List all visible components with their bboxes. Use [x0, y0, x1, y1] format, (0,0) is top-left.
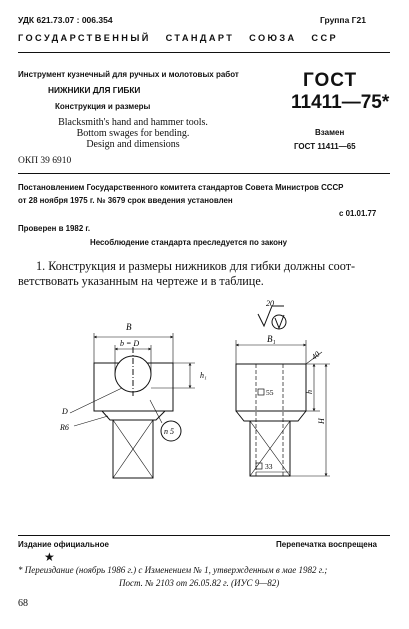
- official-edition: Издание официальное: [18, 540, 109, 549]
- label-D: D: [62, 407, 68, 416]
- header-rule: [18, 52, 390, 53]
- english-title-line: Bottom swages for bending.: [76, 128, 190, 139]
- dim-h1: h₁: [200, 371, 207, 380]
- dim-B: B: [126, 322, 132, 332]
- dim-B1: B₁: [267, 334, 276, 344]
- reprint-prohibited: Перепечатка воспрещена: [276, 540, 377, 549]
- okp-code: ОКП 39 6910: [18, 156, 72, 166]
- dim-40: 40: [309, 349, 322, 362]
- title-rule: [18, 173, 390, 174]
- reissue-note-line-1: * Переиздание (ноябрь 1986 г.) с Изменением № 1, утвержденным в мае 1982 г.;: [18, 565, 328, 575]
- roughness-symbol: [258, 306, 286, 329]
- state-standard-banner: ГОСУДАРСТВЕННЫЙ СТАНДАРТ СОЮЗА ССР: [18, 33, 339, 43]
- group-code: Группа Г21: [320, 15, 366, 25]
- checked-year: Проверен в 1982 г.: [18, 224, 91, 233]
- gost-label: ГОСТ: [303, 70, 358, 91]
- gost-number: 11411—75*: [291, 92, 390, 113]
- roughness-value: 20: [266, 300, 274, 308]
- front-view: [70, 333, 195, 478]
- english-title-line: Design and dimensions: [86, 139, 180, 150]
- label-R6: R6: [60, 423, 69, 432]
- document-title: НИЖНИКИ ДЛЯ ГИБКИ: [48, 85, 141, 95]
- english-title: [38, 117, 228, 150]
- english-title-line: Blacksmith's hand and hammer tools.: [58, 117, 208, 128]
- square-55: 55: [266, 388, 274, 397]
- replaces-label: Взамен: [315, 128, 345, 137]
- reissue-note-line-2: Пост. № 2103 от 26.05.82 г. (ИУС 9—82): [119, 578, 280, 588]
- effective-date: с 01.01.77: [339, 209, 377, 218]
- replaces-value: ГОСТ 11411—65: [294, 142, 356, 151]
- paragraph-1-line-1: 1. Конструкция и размеры нижников для гибки должны соот-: [36, 259, 356, 273]
- label-n5: п 5: [164, 427, 174, 436]
- technical-drawing: [0, 300, 409, 485]
- decree-line-1: Постановлением Государственного комитета стандартов Совета Министров СССР: [18, 183, 344, 192]
- subject-line: Инструмент кузнечный для ручных и молотовых работ: [18, 70, 239, 79]
- document-subtitle: Конструкция и размеры: [55, 102, 151, 111]
- star-mark: ★: [44, 550, 55, 564]
- dim-h: h: [305, 390, 314, 394]
- udc-code: УДК 621.73.07 : 006.354: [18, 15, 113, 25]
- penalty-notice: Несоблюдение стандарта преследуется по закону: [90, 238, 288, 247]
- paragraph-1-line-2: ветствовать указанным на чертеже и в таблице.: [18, 274, 264, 288]
- square-33: 33: [265, 462, 273, 471]
- decree-line-2: от 28 ноября 1975 г. № 3679 срок введения установлен: [18, 196, 233, 205]
- dim-H: H: [317, 418, 326, 424]
- dim-b-equals-D: b = D: [120, 339, 140, 348]
- page-number: 68: [18, 598, 28, 609]
- footer-rule: [18, 535, 390, 536]
